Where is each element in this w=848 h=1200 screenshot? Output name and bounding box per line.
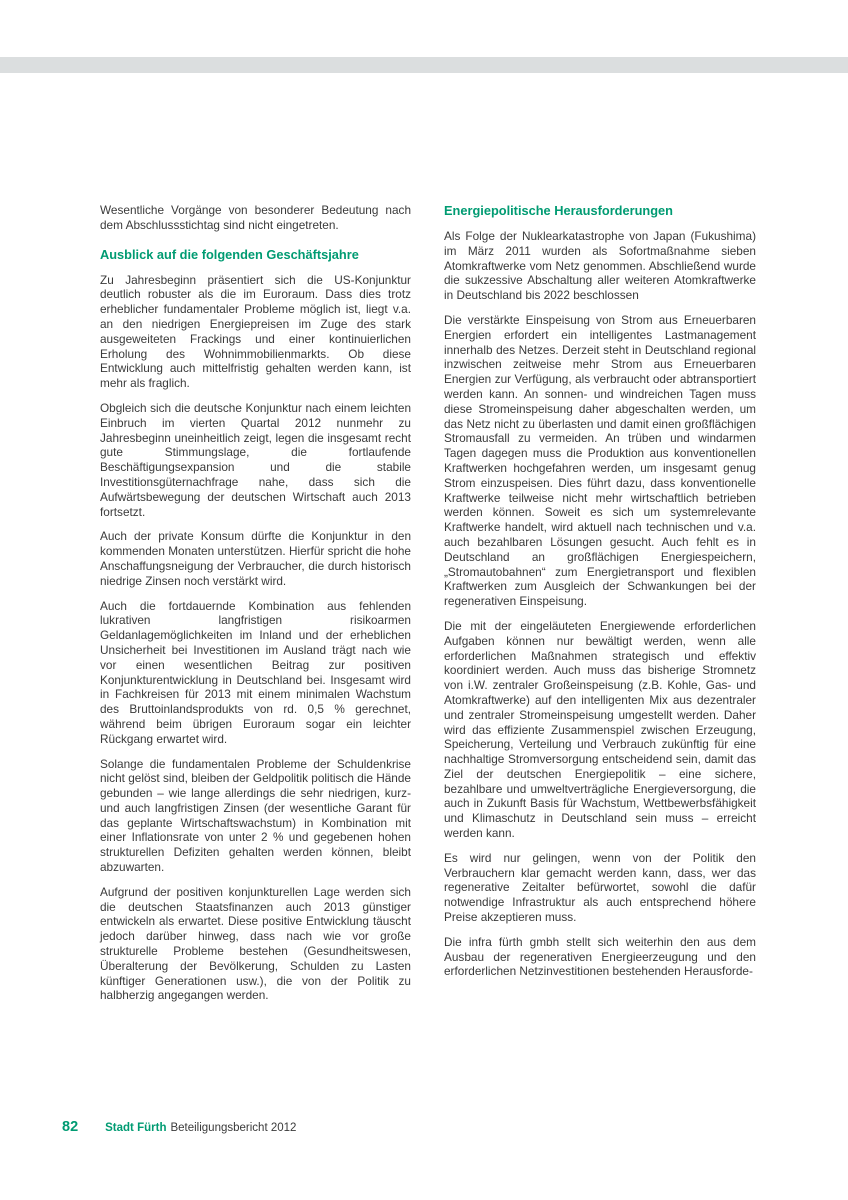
paragraph: Obgleich sich die deutsche Konjunktur nach einem leichten Einbruch im vierten Quartal 2012 nunmehr zu Jahresbeginn uneinheitlich zeigt, legen die insgesamt recht gute Stimmungslage, die fortlaufende Beschäftigungsexpansion und die stabile Investitionsgüternachfrage nahe, dass sich die Aufwärtsbewegung der deutschen Wirtschaft auch 2013 fortsetzt. bbox=[100, 400, 411, 519]
paragraph: Auch der private Konsum dürfte die Konjunktur in den kommenden Monaten unterstützen. Hierfür spricht die hohe Anschaffungsneigung der Verbraucher, die durch historisch niedrige Zinsen noch verstärkt wird. bbox=[100, 529, 411, 588]
paragraph: Die verstärkte Einspeisung von Strom aus Erneuerbaren Energien erfordert ein intelligentes Lastmanagement innerhalb des Netzes. Derzeit steht in Deutschland regional inzwischen zeitweise mehr Strom aus Erneuerbaren Energien zur Verfügung, als verbraucht oder abtransportiert werden kann. An sonnen- und windreichen Tagen muss diese Stromeinspeisung daher abgeschalten werden, um das Netz nicht zu überlasten und damit einen großflächigen Stromausfall zu vermeiden. An trüben und windarmen Tagen dagegen muss die Produktion aus konventionellen Kraftwerken hochgefahren werden, um insgesamt genug Strom einzuspeisen. Dies führt dazu, dass konventionelle Kraftwerke teilweise nicht mehr wirtschaftlich betrieben werden können. Soweit es sich um systemrelevante Kraftwerke handelt, wird aktuell nach technischen und v.a. auch bezahlbaren Lösungen gesucht. Auch fehlt es in Deutschland an großflächigen Energiespeichern, „Stromautobahnen“ zum Energietransport und flexiblen Kraftwerken zum Ausgleich der Schwankungen bei der regenerativen Einspeisung. bbox=[444, 312, 756, 609]
page-number: 82 bbox=[62, 1119, 79, 1135]
right-column bbox=[444, 203, 756, 1013]
paragraph: Solange die fundamentalen Probleme der Schuldenkrise nicht gelöst sind, bleiben der Geldpolitik politisch die Hände gebunden – wie lange allerdings die sehr niedrigen, kurz- und auch langfristigen Zinsen (der wesentliche Garant für das geplante Wirtschaftswachstum) in Kombination mit einer Inflationsrate von unter 2 % und gegebenen hohen strukturellen Defiziten gehalten werden können, bleibt abzuwarten. bbox=[100, 756, 411, 875]
paragraph: Als Folge der Nuklearkatastrophe von Japan (Fukushima) im März 2011 wurden als Sofortmaßnahme sieben Atomkraftwerke vom Netz genommen. Abschließend wurde die sukzessive Abschaltung aller weiteren Atomkraftwerke in Deutschland bis 2022 beschlossen bbox=[444, 229, 756, 303]
text-columns bbox=[100, 203, 756, 1013]
paragraph: Aufgrund der positiven konjunkturellen Lage werden sich die deutschen Staatsfinanzen auch 2013 günstiger entwickeln als erwartet. Diese positive Entwicklung täuscht jedoch darüber hinweg, dass nach wie vor große strukturelle Probleme bestehen (Gesundheitswesen, Überalterung der Bevölkerung, Schulden zu Lasten künftiger Generationen usw.), die von der Politik zu halbherzig angegangen werden. bbox=[100, 884, 411, 1003]
footer-report-title: Beteiligungsbericht 2012 bbox=[170, 1122, 297, 1134]
section-heading-energiepolitik: Energiepolitische Herausforderungen bbox=[444, 203, 673, 218]
section-heading-ausblick: Ausblick auf die folgenden Geschäftsjahre bbox=[100, 246, 359, 262]
paragraph: Wesentliche Vorgänge von besonderer Bedeutung nach dem Abschlussstichtag sind nicht eingetreten. bbox=[100, 203, 411, 232]
paragraph: Die mit der eingeläuteten Energiewende erforderlichen Aufgaben können nur bewältigt werden, wenn alle erforderlichen Maßnahmen strategisch und effektiv koordiniert werden. Auch muss das bisherige Stromnetz von i.W. zentraler Großeinspeisung (z.B. Kohle, Gas- und Atomkraftwerke) auf den intelligenten Mix aus dezentraler und zentraler Stromeinspeisung umgestellt werden. Daher wird das effiziente Zusammenspiel zwischen Erzeugung, Speicherung, Verteilung und Verbrauch zukünftig für eine nachhaltige Stromversorgung entscheidend sein, damit das Ziel der deutschen Energiepolitik – eine sichere, bezahlbare und umweltverträgliche Energieversorgung, die auch in Zukunft Basis für Wachstum, Wettbewerbsfähigkeit und Klimaschutz in Deutschland sein muss – erreicht werden kann. bbox=[444, 618, 756, 841]
footer-publisher: Stadt Fürth bbox=[105, 1122, 167, 1134]
header-band bbox=[0, 57, 848, 73]
paragraph: Die infra fürth gmbh stellt sich weiterhin den aus dem Ausbau der regenerativen Energieerzeugung und den erforderlichen Netzinvestitionen bestehenden Herausforde- bbox=[444, 934, 756, 979]
page-footer bbox=[62, 1119, 296, 1135]
paragraph: Zu Jahresbeginn präsentiert sich die US-Konjunktur deutlich robuster als die im Euroraum. Dass dies trotz erheblicher fundamentaler Probleme möglich ist, liegt v.a. an den niedrigen Energiepreisen im Zuge des stark ausgeweiteten Frackings und einer kontinuierlichen Erholung des Wohnimmobilienmarkts. Ob diese Entwicklung auch mittelfristig gehalten werden kann, ist mehr als fraglich. bbox=[100, 272, 411, 391]
paragraph: Es wird nur gelingen, wenn von der Politik den Verbrauchern klar gemacht werden kann, dass, wer das regenerative Zeitalter befürwortet, sowohl die dafür notwendige Infrastruktur als auch entsprechend höhere Preise akzeptieren muss. bbox=[444, 850, 756, 925]
paragraph: Auch die fortdauernde Kombination aus fehlenden lukrativen langfristigen risikoarmen Geldanlagemöglichkeiten im Inland und der erheblichen Unsicherheit bei Investitionen im Ausland trägt nach wie vor einen wesentlichen Beitrag zur positiven Konjunkturentwicklung in Deutschland bei. Insgesamt wird in Fachkreisen für 2013 mit einem minimalen Wachstum des Bruttoinlandsprodukts von rd. 0,5 % gerechnet, während beim übrigen Euroraum sogar ein leichter Rückgang erwartet wird. bbox=[100, 598, 411, 746]
left-column bbox=[100, 203, 411, 1013]
